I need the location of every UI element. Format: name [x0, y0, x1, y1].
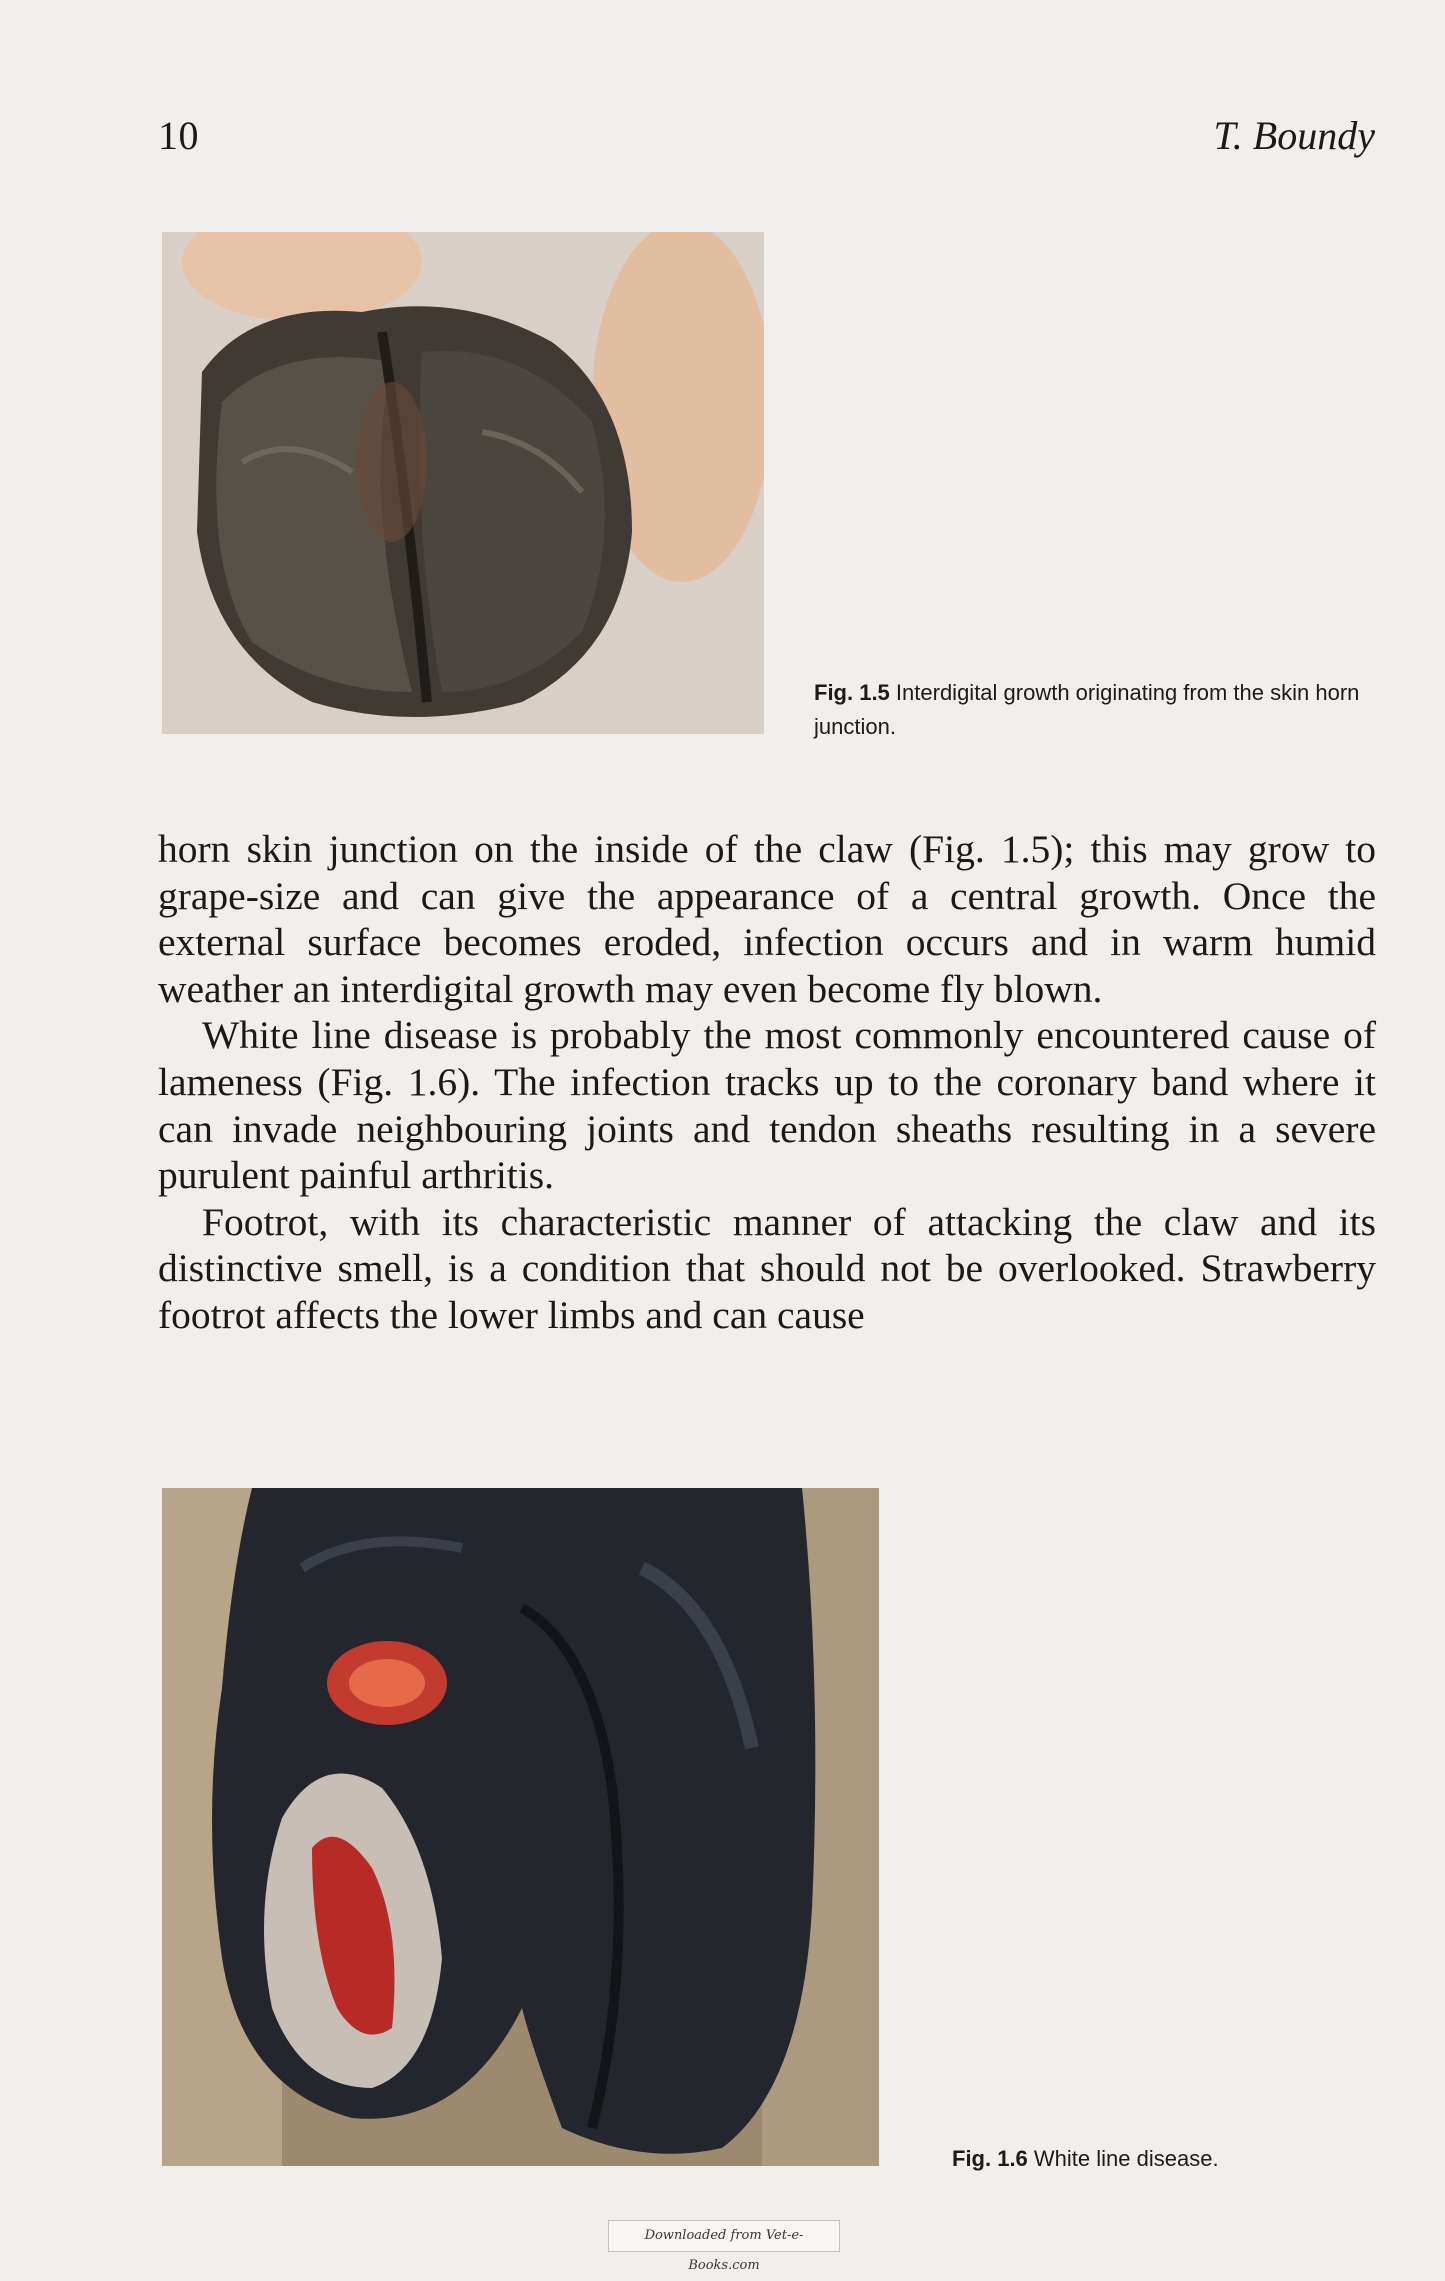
figure-1-6-caption [952, 2142, 1372, 2176]
white-line-disease-photo-illustration [162, 1488, 879, 2166]
figure-1-5-caption-text: Interdigital growth originating from the skin horn junction. [814, 680, 1360, 739]
hoof-photo-illustration [162, 232, 764, 734]
download-watermark: Downloaded from Vet-e-Books.com [608, 2220, 840, 2252]
paragraph-3: Footrot, with its characteristic manner of attacking the claw and its distinctive smell, is a condition that should not be overlooked. Strawberry footrot affects the lower limbs and can cause [158, 1199, 1376, 1337]
page-number: 10 [158, 113, 199, 158]
paragraph-1: horn skin junction on the inside of the claw (Fig. 1.5); this may grow to grape-size and can give the appearance of a central growth. Once the external surface becomes eroded, infection occurs and in warm humid weather an interdigital growth may even become fly blown. [158, 827, 1376, 1011]
figure-1-5-caption [814, 676, 1374, 744]
figure-1-6-label: Fig. 1.6 [952, 2146, 1028, 2171]
figure-1-5-photo [162, 232, 764, 734]
figure-1-5-label: Fig. 1.5 [814, 680, 890, 705]
paragraph-2: White line disease is probably the most commonly encountered cause of lameness (Fig. 1.6). The infection tracks up to the coronary band where it can invade neighbouring joints and tendon sheaths resulting in a severe purulent painful arthritis. [158, 1013, 1376, 1198]
running-head-author: T. Boundy [1213, 113, 1375, 158]
figure-1-6-caption-text: White line disease. [1033, 2146, 1219, 2171]
body-text [158, 826, 1376, 1339]
figure-1-6-photo [162, 1488, 879, 2166]
